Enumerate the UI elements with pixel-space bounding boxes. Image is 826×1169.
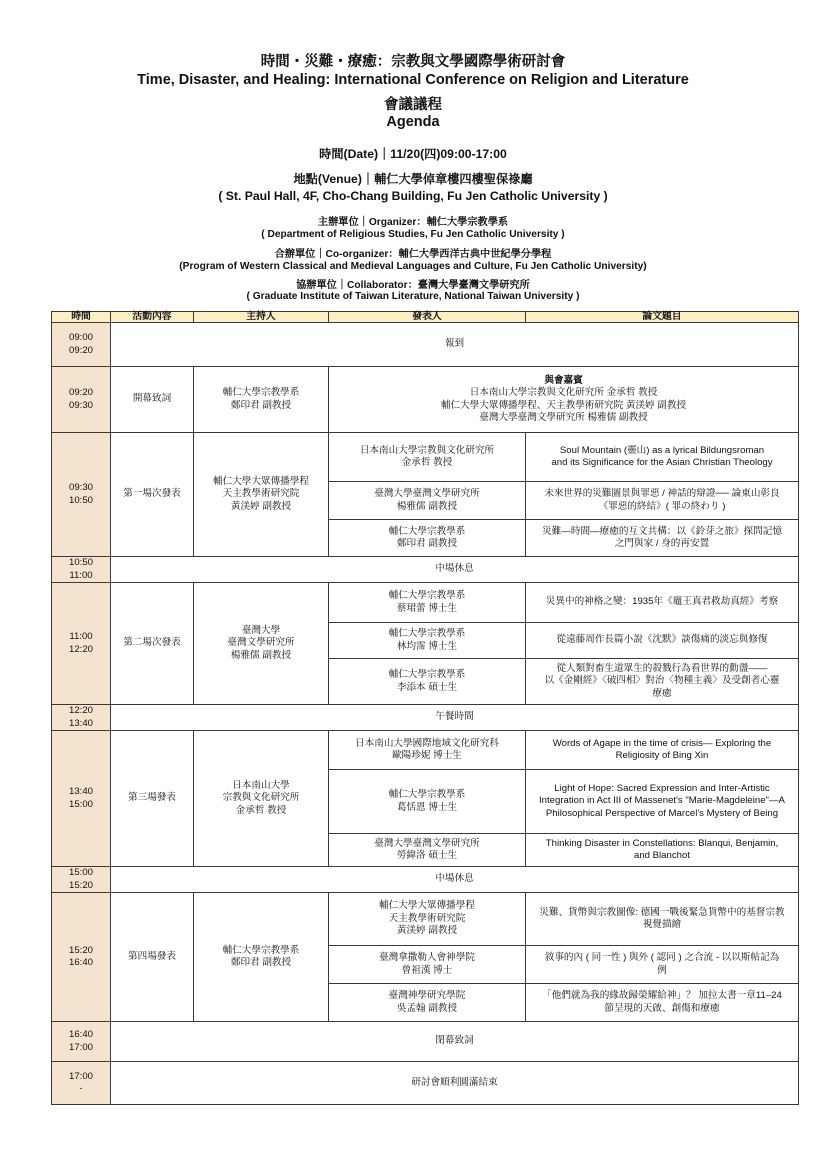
break-label: 中場休息	[111, 867, 799, 893]
host-cell: 輔仁大學宗教學系 鄭印君 副教授	[194, 367, 329, 433]
host-cell: 輔仁大學宗教學系 鄭印君 副教授	[194, 893, 329, 1022]
coorganizer-en: (Program of Western Classical and Medieval Languages and Culture, Fu Jen Catholic University)	[179, 261, 647, 272]
paper-title-cell: 從遠藤周作長篇小說《沈默》談傷痛的淡忘與修復	[526, 623, 799, 659]
paper-title-cell: 未來世界的災難圖景與罪惡 / 神話的辯證── 論東山彰良 《罪惡的終結》( 罪の終わり )	[526, 482, 799, 520]
paper-title-cell: 災難、貨幣與宗教圖像: 德國一戰後緊急貨幣中的基督宗教 視覺描繪	[526, 893, 799, 946]
time-cell: 10:50 11:00	[52, 557, 111, 583]
host-cell: 輔仁大學大眾傳播學程 天主教學術研究院 黃渼婷 副教授	[194, 433, 329, 557]
venue-zh: 地點(Venue)｜輔仁大學倬章樓四樓聖保祿廳	[293, 172, 533, 186]
paper-title-cell: Words of Agape in the time of crisis— Exploring the Religiosity of Bing Xin	[526, 731, 799, 770]
presenter-cell: 輔仁大學宗教學系 葛恬恩 博士生	[329, 770, 526, 834]
activity-cell: 開幕致詞	[111, 367, 194, 433]
paper-title-cell: 「他們就為我的緣故歸榮耀給神」？ 加拉太書一章11–24 節呈現的天啟、創傷和療癒	[526, 984, 799, 1022]
table-row-opening	[52, 367, 799, 433]
table-row-session3-paper1	[52, 731, 799, 770]
table-row-lunch	[52, 705, 799, 731]
table-row-session1-paper1	[52, 433, 799, 482]
time-cell: 16:40 17:00	[52, 1022, 111, 1062]
host-cell: 臺灣大學 臺灣文學研究所 楊雅儒 副教授	[194, 583, 329, 705]
table-row-break2	[52, 867, 799, 893]
table-row-registration	[52, 323, 799, 367]
title-zh: 時間・災難・療癒：宗教與文學國際學術研討會	[260, 54, 566, 70]
presenter-cell: 日本南山大學國際地域文化研究科 歐陽珍妮 博士生	[329, 731, 526, 770]
organizer-en: ( Department of Religious Studies, Fu Jen Catholic University )	[261, 229, 565, 240]
activity-cell: 第二場次發表	[111, 583, 194, 705]
coorganizer-zh: 合辦單位｜Co-organizer：輔仁大學西洋古典中世紀學分學程	[274, 249, 552, 260]
presenter-cell: 日本南山大學宗教與文化研究所 金承哲 教授	[329, 433, 526, 482]
presenter-cell: 輔仁大學宗教學系 鄭印君 副教授	[329, 520, 526, 557]
paper-title-cell: Thinking Disaster in Constellations: Blanqui, Benjamin, and Blanchot	[526, 834, 799, 867]
closing-label: 閉幕致詞	[111, 1022, 799, 1062]
venue-en: ( St. Paul Hall, 4F, Cho-Chang Building, Fu Jen Catholic University )	[218, 189, 608, 203]
presenter-cell: 輔仁大學大眾傳播學程 天主教學術研究院 黃渼婷 副教授	[329, 893, 526, 946]
registration-label: 報到	[111, 323, 799, 367]
table-row-end	[52, 1062, 799, 1105]
time-cell: 15:00 15:20	[52, 867, 111, 893]
time-cell: 12:20 13:40	[52, 705, 111, 731]
table-row-closing	[52, 1022, 799, 1062]
organizer-zh: 主辦單位｜Organizer：輔仁大學宗教學系	[317, 217, 509, 228]
paper-title-cell: Light of Hope: Sacred Expression and Inter-Artistic Integration in Act III of Massenet's "Marie-Magdeleine"—A Philosophical Perspective of Marcel's Mystery of Being	[526, 770, 799, 834]
presenter-cell: 輔仁大學宗教學系 蔡珺蕾 博士生	[329, 583, 526, 623]
activity-cell: 第四場發表	[111, 893, 194, 1022]
agenda-table	[51, 311, 799, 1105]
time-cell: 09:30 10:50	[52, 433, 111, 557]
date-line: 時間(Date)｜11/20(四)09:00-17:00	[319, 147, 507, 161]
host-cell: 日本南山大學 宗教與文化研究所 金承哲 教授	[194, 731, 329, 867]
activity-cell: 第三場發表	[111, 731, 194, 867]
end-label: 研討會順利圓滿結束	[111, 1062, 799, 1105]
column-header-host: 主持人	[194, 312, 329, 323]
time-cell: 13:40 15:00	[52, 731, 111, 867]
time-cell: 09:00 09:20	[52, 323, 111, 367]
column-header-time: 時間	[52, 312, 111, 323]
column-header-paper-title: 論文題目	[526, 312, 799, 323]
lunch-label: 午餐時間	[111, 705, 799, 731]
collaborator-en: ( Graduate Institute of Taiwan Literature, National Taiwan University )	[246, 291, 580, 302]
presenter-cell: 輔仁大學宗教學系 李添本 碩士生	[329, 659, 526, 705]
time-cell: 11:00 12:20	[52, 583, 111, 705]
paper-title-cell: Soul Mountain (靈山) as a lyrical Bildungsroman and its Significance for the Asian Christian Theology	[526, 433, 799, 482]
paper-title-cell: 從人類對畜生道眾生的殺戮行為看世界的動盪—— 以《金剛經》〈破四相〉對治〈物種主義〉及受創者心靈 療癒	[526, 659, 799, 705]
time-cell: 17:00 -	[52, 1062, 111, 1105]
presenter-cell: 輔仁大學宗教學系 林均霈 博士生	[329, 623, 526, 659]
presenter-cell: 臺灣神學研究學院 吳孟翰 副教授	[329, 984, 526, 1022]
activity-cell: 第一場次發表	[111, 433, 194, 557]
agenda-zh: 會議議程	[384, 97, 442, 113]
table-row-break1	[52, 557, 799, 583]
column-header-presenter: 發表人	[329, 312, 526, 323]
guests-cell: 與會嘉賓 日本南山大學宗教與文化研究所 金承哲 教授 輔仁大學大眾傳播學程、天主教學術研究院 黃渼婷 副教授 臺灣大學臺灣文學研究所 楊雅儒 副教授	[329, 367, 799, 433]
break-label: 中場休息	[111, 557, 799, 583]
presenter-cell: 臺灣大學臺灣文學研究所 楊雅儒 副教授	[329, 482, 526, 520]
presenter-cell: 臺灣大學臺灣文學研究所 勞緯洛 碩士生	[329, 834, 526, 867]
table-row-session2-paper1	[52, 583, 799, 623]
paper-title-cell: 敘事的內 ( 同一性 ) 與外 ( 認同 ) 之合流 - 以以斯帖記為 例	[526, 946, 799, 984]
time-cell: 15:20 16:40	[52, 893, 111, 1022]
table-row-session4-paper1	[52, 893, 799, 946]
table-header-row	[52, 312, 799, 323]
agenda-en: Agenda	[386, 114, 440, 130]
guests-title: 與會嘉賓	[544, 374, 583, 386]
presenter-cell: 臺灣拿撒勒人會神學院 曾祖漢 博士	[329, 946, 526, 984]
collaborator-zh: 協辦單位｜Collaborator：臺灣大學臺灣文學研究所	[296, 280, 530, 291]
paper-title-cell: 災異中的神格之變：1935年《竈王真君救劫真經》考察	[526, 583, 799, 623]
title-en: Time, Disaster, and Healing: International Conference on Religion and Literature	[137, 72, 689, 88]
time-cell: 09:20 09:30	[52, 367, 111, 433]
column-header-activity: 活動內容	[111, 312, 194, 323]
paper-title-cell: 災難—時間—療癒的互文共構：以《鈴芽之旅》探問記憶 之門與家 / 身的再安置	[526, 520, 799, 557]
